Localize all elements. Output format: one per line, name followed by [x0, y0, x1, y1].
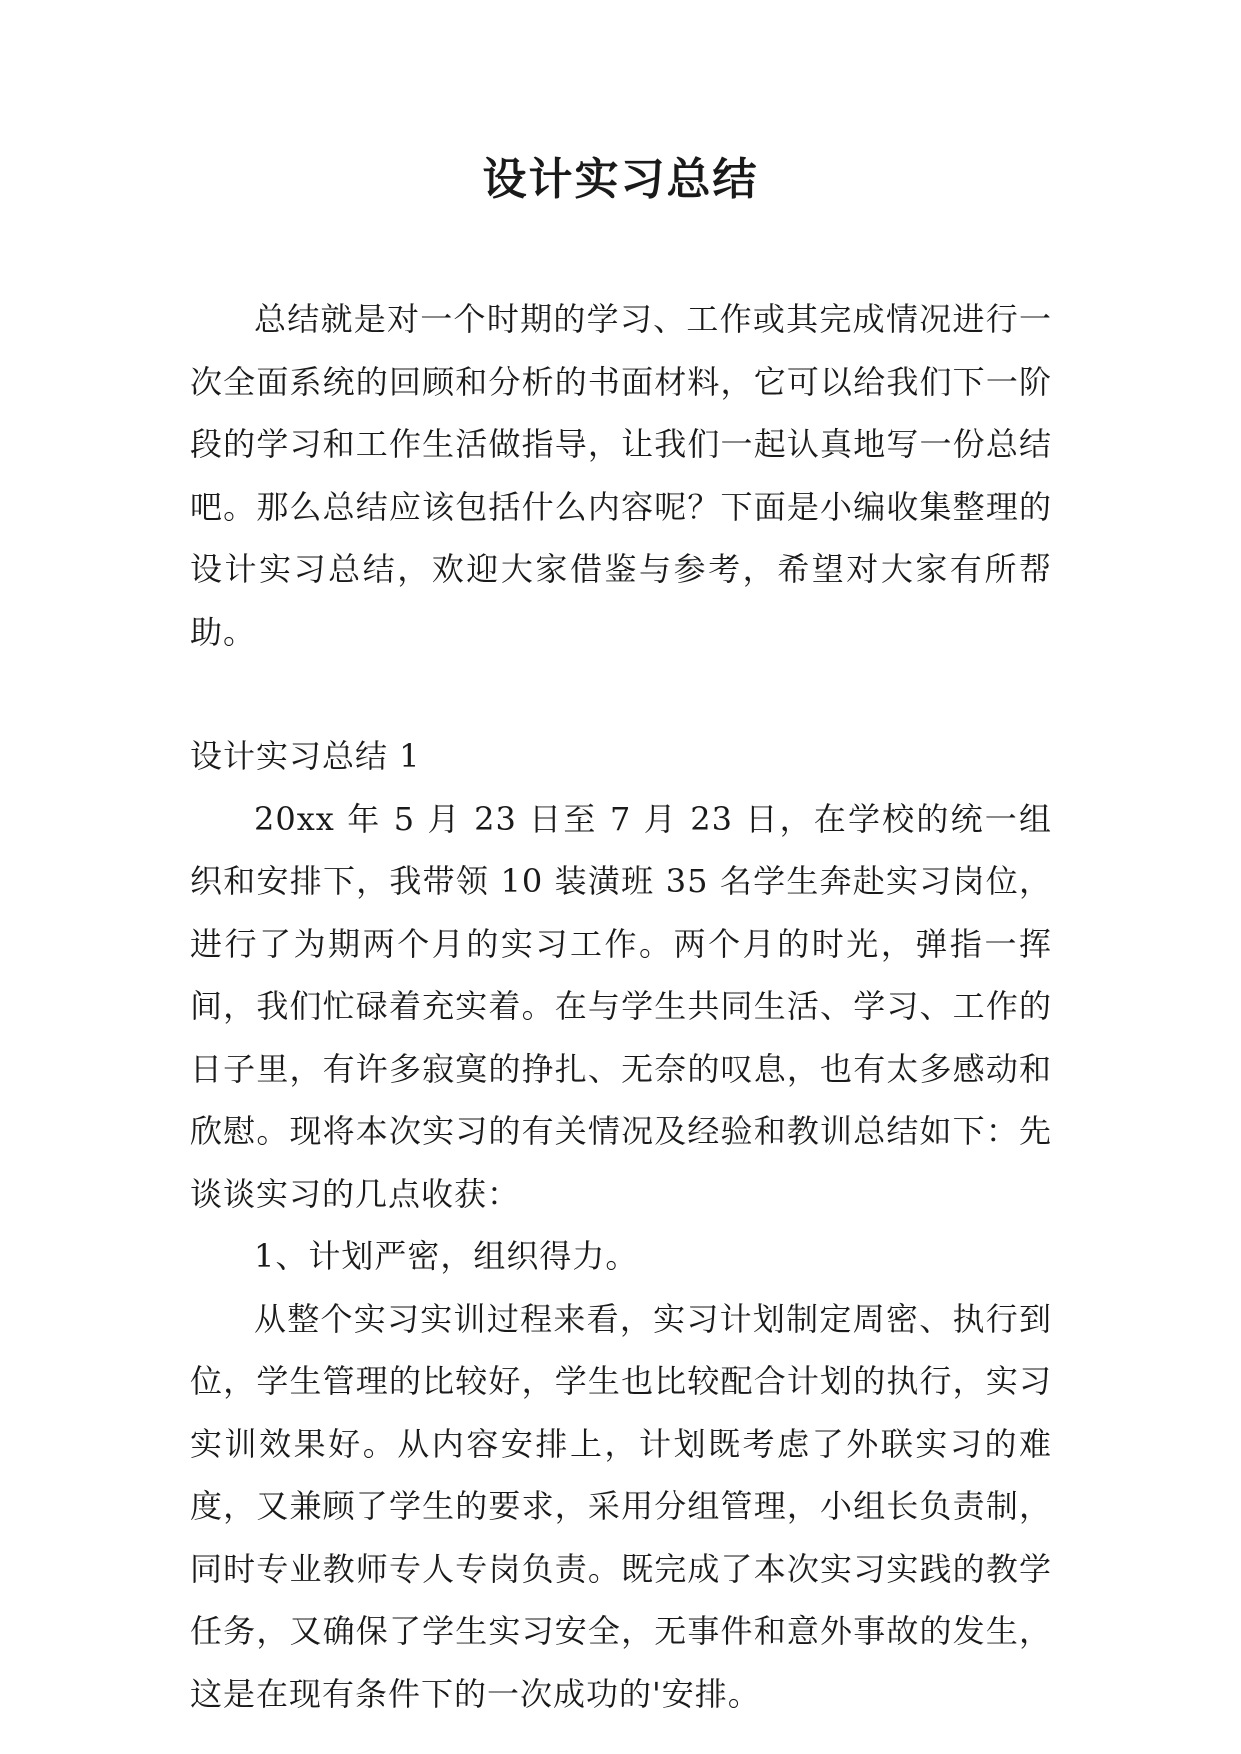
document-body	[190, 288, 1052, 1725]
body-paragraph: 从整个实习实训过程来看，实习计划制定周密、执行到位，学生管理的比较好，学生也比较配合计划的执行，实习实训效果好。从内容安排上，计划既考虑了外联实习的难度，又兼顾了学生的要求，采用分组管理，小组长负责制，同时专业教师专人专岗负责。既完成了本次实习实践的教学任务，又确保了学生实习安全，无事件和意外事故的发生，这是在现有条件下的一次成功的'安排。	[190, 1299, 1052, 1713]
document-title: 设计实习总结	[482, 154, 759, 205]
list-item-heading: 1、计划严密，组织得力。	[254, 1237, 639, 1275]
body-paragraph: 20xx 年 5 月 23 日至 7 月 23 日，在学校的统一组织和安排下，我带领 10 装潢班 35 名学生奔赴实习岗位，进行了为期两个月的实习工作。两个月的时光，弹指一挥间，我们忙碌着充实着。在与学生共同生活、学习、工作的日子里，有许多寂寞的挣扎、无奈的叹息，也有太多感动和欣慰。现将本次实习的有关情况及经验和教训总结如下：先谈谈实习的几点收获：	[190, 799, 1052, 1213]
intro-paragraph: 总结就是对一个时期的学习、工作或其完成情况进行一次全面系统的回顾和分析的书面材料，它可以给我们下一阶段的学习和工作生活做指导，让我们一起认真地写一份总结吧。那么总结应该包括什么内容呢？下面是小编收集整理的设计实习总结，欢迎大家借鉴与参考，希望对大家有所帮助。	[190, 300, 1052, 651]
section-heading: 设计实习总结 1	[190, 737, 421, 775]
